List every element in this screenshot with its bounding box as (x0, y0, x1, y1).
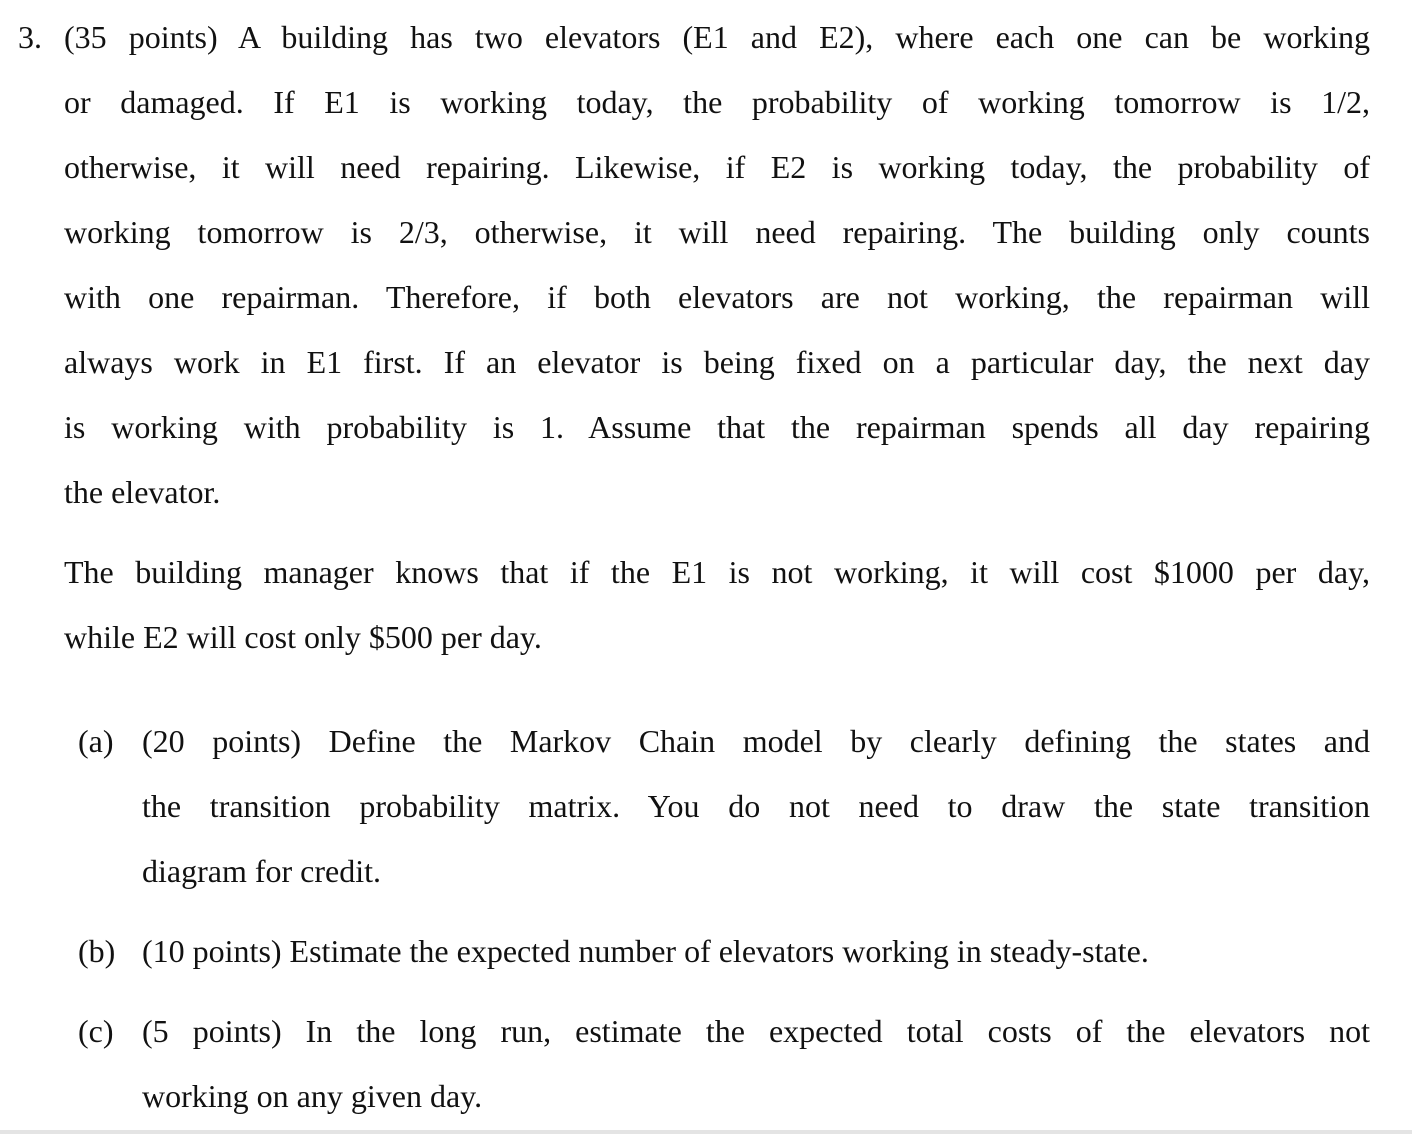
part-label: (c) (78, 1013, 114, 1049)
page-bottom-edge (0, 1130, 1412, 1134)
cost-line: The building manager knows that if the E1 is not working, it will cost $1000 per day, (64, 554, 1370, 590)
part-label: (a) (78, 723, 114, 759)
intro-line: is working with probability is 1. Assume that the repairman spends all day repairing (64, 409, 1370, 445)
problem-number: 3. (18, 19, 42, 55)
cost-line: while E2 will cost only $500 per day. (64, 619, 542, 655)
intro-line: always work in E1 first. If an elevator is being fixed on a particular day, the next day (64, 344, 1370, 380)
part-label: (b) (78, 933, 116, 969)
part-a-line: (20 points) Define the Markov Chain model by clearly defining the states and (142, 723, 1370, 759)
intro-line: or damaged. If E1 is working today, the probability of working tomorrow is 1/2, (64, 84, 1370, 120)
intro-line: the elevator. (64, 474, 221, 510)
intro-line: working tomorrow is 2/3, otherwise, it will need repairing. The building only counts (64, 214, 1370, 250)
intro-line: with one repairman. Therefore, if both elevators are not working, the repairman will (64, 279, 1370, 315)
intro-line: otherwise, it will need repairing. Likewise, if E2 is working today, the probability of (64, 149, 1370, 185)
part-a-line: the transition probability matrix. You do not need to draw the state transition (142, 788, 1370, 824)
part-b-line: (10 points) Estimate the expected number of elevators working in steady-state. (142, 933, 1149, 969)
part-a-line: diagram for credit. (142, 853, 381, 889)
part-c-line: working on any given day. (142, 1078, 483, 1114)
part-c-line: (5 points) In the long run, estimate the expected total costs of the elevators not (142, 1013, 1370, 1049)
intro-line: (35 points) A building has two elevators (E1 and E2), where each one can be working (64, 19, 1370, 55)
